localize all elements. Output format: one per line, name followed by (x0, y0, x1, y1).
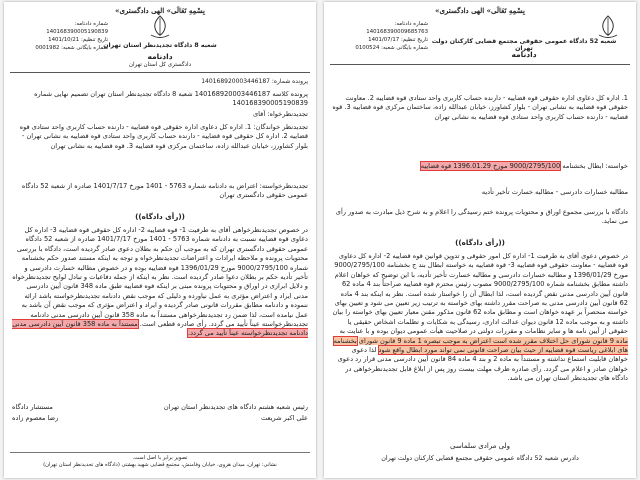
meta-archive-label: شماره بایگانی شعبه: (381, 45, 428, 51)
meta-number-label: شماره دادنامه: (74, 21, 108, 27)
meta-number-value: 140168390005190839 (46, 29, 108, 35)
parties-block: 1. اداره کل دعاوی اداره حقوقی قوه قضاییه - دارنده حساب کاربری واحد ستادی قوه قضاییه 2. معاونت حقوقی قوه قضاییه به نشانی تهران - بلوار کشاورز، خیابان عبدالله زاده، ساختمان مرکزی قوه قضاییه 3. قوه قضاییه - دارنده حساب کاربری واحد ستادی قوه قضاییه به نشانی تهران (332, 94, 628, 121)
judiciary-emblem-icon (596, 14, 620, 40)
footer-divider (10, 452, 310, 453)
counselor-title: مستشار دادگاه (12, 403, 53, 411)
highlighted-ruling: مستنداً به ماده 358 قانون آیین دادرسی مدنی دادنامه تجدیدنظرخواسته عیناً تأیید می گردد. (12, 320, 308, 338)
verdict-body (332, 252, 628, 420)
highlighted-reasoning-2: بخشنامه های ابلاغی ریاست قوه قضاییه از حیث بیان صراحت قانونی نمی تواند مورد ابطال واقع شود (333, 336, 628, 355)
respondents-block: تجدیدنظر خواندگان: 1. اداره کل دعاوی اداره حقوقی قوه قضاییه - دارنده حساب کاربری واحد ستادی قوه قضاییه 2. اداره کل حقوقی قوه قضاییه - دارنده حساب کاربری واحد ستادی قوه قضاییه به نشانی تهران - بلوار کشاورز، خیابان عبدالله زاده، ساختمان مرکزی قوه قضاییه 3. قوه قضاییه به نشانی تهران (19, 123, 308, 150)
basmala-heading: «بِسْمِهِ تَعَالَى» الهی دادگستری (435, 6, 525, 15)
appeal-verdict-page (4, 2, 316, 478)
department-name: دادگستری کل استان تهران (128, 62, 192, 68)
presiding-judge-name: علی اکبر شریعت (260, 414, 308, 422)
court-name: شعبه 52 دادگاه عمومی حقوقی مجتمع قضایی کارکنان دولت تهران (431, 38, 617, 52)
verdict-title: ((رأی دادگاه)) (135, 212, 185, 221)
meta-date-value: 1401/10/21 (48, 37, 80, 43)
claim-subject-rest: مطالبه خسارات دادرسی - مطالبه خسارت تأخیر تأدیه (481, 188, 628, 196)
header-divider (330, 64, 630, 65)
verdict-title: ((رأی دادگاه)) (455, 238, 505, 247)
case-intro: پرونده کلاسه 140168920003446187 شعبه 8 دادگاه تجدیدنظر استان تهران تصمیم نهایی شماره 140168390005190839 (34, 90, 308, 108)
meta-date-value: 1401/07/17 (368, 37, 400, 43)
proceedings-summary: دادگاه با بررسی مجموع اوراق و محتویات پرونده ختم رسیدگی را اعلام و به شرح ذیل مبادرت به صدور رأی می نماید. (335, 208, 628, 226)
judiciary-emblem-icon (148, 14, 172, 40)
header-divider (10, 72, 310, 73)
meta-number-value: 140168390009685763 (366, 29, 428, 35)
counselor-name: رضا معصوم زاده (12, 414, 59, 422)
signature-block (12, 402, 308, 424)
document-type-title: دادنامه (511, 50, 537, 59)
highlighted-circular-reference: 9000/2795/100 مورخ 1396.01.29 قوه قضاییه (420, 162, 561, 170)
meta-date-label: تاریخ تنظیم: (400, 37, 428, 43)
verdict-body (12, 226, 308, 392)
basmala-heading: «بِسْمِهِ تَعَالَى» الهی دادگستری (115, 6, 205, 15)
judge-title: دادرس شعبه 52 دادگاه عمومی حقوقی مجتمع قضایی کارکنان دولت تهران (381, 454, 579, 462)
claim-subject-prefix: خواسته: ابطال بخشنامه (562, 162, 628, 170)
document-type-title: دادنامه (147, 52, 173, 61)
verdict-body-tail: لذا دعوی خواهان قابلیت استماع نداشته و مستنداً به ماده 2 و بند 4 ماده 84 قانون آیین دادرسی مدنی قرار رد دعوی خواهان صادر و اعلام می گردد. رأی صادره ظرف مهلت بیست روز پس از ابلاغ قابل تجدیدنظرخواهی در دادگاه های تجدیدنظر استان تهران می باشد. (337, 346, 628, 383)
meta-archive-label: شماره بایگانی شعبه: (61, 45, 108, 51)
highlighted-reasoning-1: ماده 9 قانون شورای حل اختلاف مقرر شده است اعتراض به موجب تبصره 1 ماده 9 قانون شورای (358, 336, 628, 345)
meta-archive-value: 0001982 (35, 45, 60, 51)
appeal-subject: تجدیدنظرخواسته: اعتراض به دادنامه شماره 5763 - 1401 مورخ 1401/7/17 صادره از شعبه 52 دادگاه عمومی حقوقی دادگستری تهران (21, 182, 308, 200)
appellant-line: تجدیدنظرخواه: آقای (253, 110, 308, 118)
meta-number-label: شماره دادنامه: (394, 21, 428, 27)
page-footer (12, 455, 308, 469)
judge-name: ولی مرادی سلماسی (449, 442, 510, 450)
meta-date-label: تاریخ تنظیم: (80, 37, 108, 43)
claim-subject (332, 162, 628, 171)
first-instance-verdict-page (324, 2, 636, 478)
document-meta (332, 20, 428, 52)
court-name: شعبه 8 دادگاه تجدیدنظر استان تهران (103, 42, 217, 49)
court-address: نشانی: تهران، میدان هروی، خیابان وفامنش، مجتمع قضایی شهید بهشتی (دادگاه های تجدیدنظر استان تهران) (43, 462, 277, 468)
verdict-body-text: در خصوص دعوی آقای به طرفیت 1- اداره کل امور حقوقی و تدوین قوانین قوه قضاییه 2- اداره کل دعاوی قوه قضاییه - معاونت حقوقی قوه قضاییه 3- قوه قضاییه به خواسته ابطال بند ج بخشنامه 9000/2795/100 مورخ 1396/01/29 و مطالبه خسارات دادرسی و مطالبه خسارت تأخیر تأدیه، با این توضیح که خواهان اعلام داشته مطابق بخشنامه شماره 9000/2795/100 مصوب رئیس محترم قوه قضاییه صراحتاً بند 4 ماده 62 قانون آیین دادرسی مدنی نقض گردیده است، لذا ابطال آن را خواستار شده است. نظر به اینکه بند 4 ماده 62 قانون آیین دادرسی مدنی به صراحت مقرر داشته بهای خواسته به ترتیب زیر تعیین می شود و تعیین بهای خواسته منحصراً بر عهده خواهان است و مطابق ماده 62 قانون مذکور مقنن معیار تعیین بهای خواسته را بیان داشته و به موجب ماده 12 قانون دیوان عدالت اداری، رسیدگی به شکایات و تظلمات اشخاص حقیقی یا حقوقی از آیین نامه ها و سایر نظامات و مقررات دولتی در صلاحیت هیأت عمومی دیوان بوده و با عنایت به (332, 252, 628, 336)
meta-archive-value: 0100524 (355, 45, 380, 51)
verdict-body-text: در خصوص تجدیدنظرخواهی آقای به طرفیت 1- قوه قضاییه 2- اداره کل حقوقی قوه قضاییه 3- اداره کل دعاوی قوه قضاییه نسبت به دادنامه شماره 5763 - 1401 مورخ 1401/7/17 صادره از شعبه 52 دادگاه عمومی حقوقی دادگستری تهران که به موجب آن حکم به بطلان دعوی صادر گردیده است، دادگاه با بررسی محتویات پرونده و ملاحظه ایرادات و اعتراضات تجدیدنظرخواه و توجه به اینکه مستند صدور حکم بخشنامه شماره 9000/2795/100 مورخ 1396/01/29 قوه قضاییه بوده و در خصوص مطالبه خسارت دادرسی و تأخیر تأدیه حکم بر بطلان دعوا صادر گردیده است. نظر به اینکه از جمله دفاعیات و تبادل لوایح تجدیدنظرخواه و دلایل ابرازی در اوراق و محتویات پرونده مبنی بر اینکه قوه قضاییه طبق ماده 348 قانون آیین دادرسی مدنی ایراد و اعتراض مؤثری به عمل نیاورده و دلیلی که موجب نقض دادنامه تجدیدنظرخواسته باشد ارائه ننموده و دادنامه مطابق مقررات قانونی صادر گردیده و ایراد و اعتراض مؤثری که موجب نقض آن باشد به عمل نیامده است، لذا ضمن رد تجدیدنظرخواهی مستنداً به ماده 358 قانون آیین دادرسی مدنی دادنامه تجدیدنظرخواسته عیناً تأیید می گردد. رأی صادره قطعی است. (12, 226, 308, 329)
certified-copy-note: تصویر برابر با اصل است. (132, 455, 188, 461)
presiding-judge-title: رئیس شعبه هشتم دادگاه های تجدیدنظر استان تهران (163, 403, 308, 411)
file-reference: پرونده شماره: 140168920003446187 (201, 78, 308, 85)
